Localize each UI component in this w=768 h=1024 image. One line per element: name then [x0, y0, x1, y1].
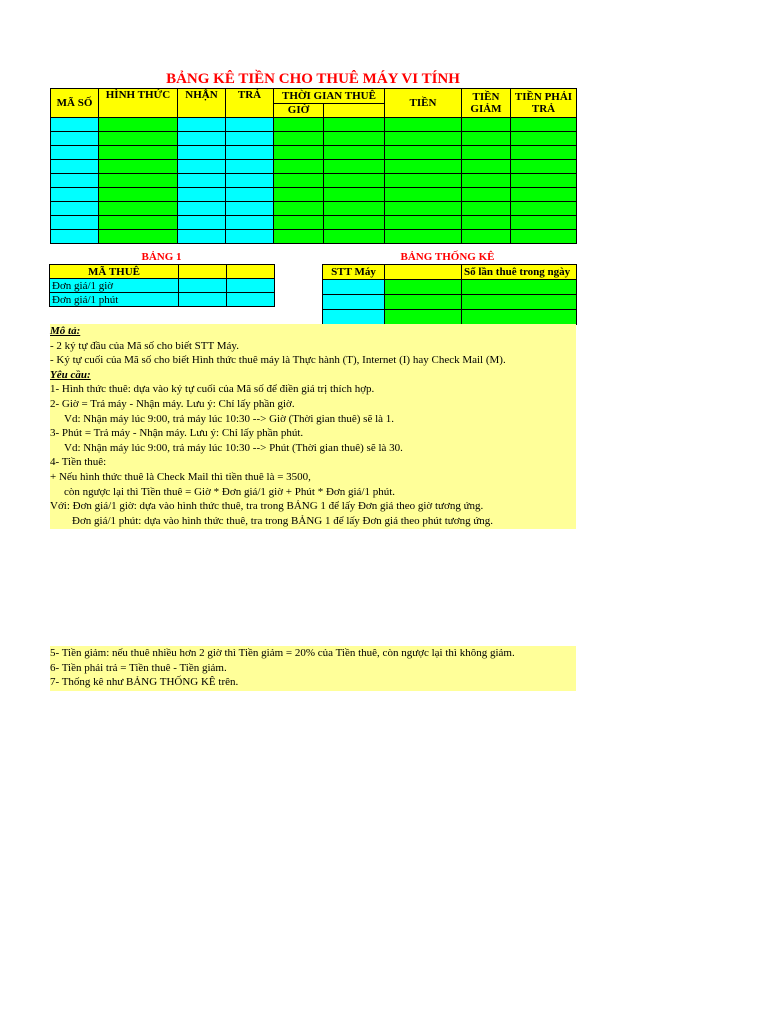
table-cell[interactable]	[462, 160, 511, 174]
sheet-title: BẢNG KÊ TIỀN CHO THUÊ MÁY VI TÍNH	[166, 71, 460, 87]
thongke-cell[interactable]	[323, 295, 385, 310]
table-cell[interactable]	[226, 216, 274, 230]
notes-line: - 2 ký tự đầu của Mã số cho biết STT Máy.	[50, 339, 239, 352]
table-cell[interactable]	[385, 174, 462, 188]
notes-heading: Mô tả:	[50, 325, 81, 337]
thongke-cell[interactable]	[385, 280, 462, 295]
thongke-cell[interactable]	[385, 310, 462, 325]
table-row	[51, 188, 577, 202]
table-cell[interactable]	[274, 230, 324, 244]
table-cell[interactable]	[178, 174, 226, 188]
header-hinh-thuc: HÌNH THỨC	[99, 89, 178, 118]
table-cell[interactable]	[462, 146, 511, 160]
bang1-cell[interactable]	[227, 293, 275, 307]
table-cell[interactable]	[511, 216, 577, 230]
thongke-row	[323, 280, 577, 295]
table-cell[interactable]	[99, 118, 178, 132]
header-tien-giam: TIỀN GIẢM	[462, 89, 511, 118]
table-cell[interactable]	[324, 132, 385, 146]
thongke-row	[323, 310, 577, 325]
table-cell[interactable]	[462, 188, 511, 202]
table-cell[interactable]	[99, 216, 178, 230]
thongke-cell[interactable]	[323, 310, 385, 325]
table-cell[interactable]	[226, 132, 274, 146]
table-cell[interactable]	[511, 132, 577, 146]
table-cell[interactable]	[324, 174, 385, 188]
table-cell[interactable]	[324, 188, 385, 202]
table-cell[interactable]	[385, 132, 462, 146]
table-cell[interactable]	[99, 174, 178, 188]
table-cell[interactable]	[51, 216, 99, 230]
notes-heading: Yêu cầu:	[50, 368, 91, 381]
table-cell[interactable]	[462, 230, 511, 244]
notes-line: Vd: Nhận máy lúc 9:00, trả máy lúc 10:30 --> Giờ (Thời gian thuê) sẽ là 1.	[64, 412, 395, 425]
notes-line: 3- Phút = Trả máy - Nhận máy. Lưu ý: Chỉ lấy phần phút.	[50, 427, 304, 440]
header-tien-phai-tra: TIỀN PHẢI TRẢ	[511, 89, 577, 118]
table-cell[interactable]	[324, 118, 385, 132]
table-cell[interactable]	[462, 118, 511, 132]
table-cell[interactable]	[462, 202, 511, 216]
table-cell[interactable]	[511, 146, 577, 160]
table-row	[51, 216, 577, 230]
table-cell[interactable]	[51, 146, 99, 160]
table-cell[interactable]	[226, 160, 274, 174]
table-row	[51, 118, 577, 132]
table-cell[interactable]	[324, 230, 385, 244]
table-cell[interactable]	[274, 118, 324, 132]
bang1-cell[interactable]	[179, 293, 227, 307]
table-cell[interactable]	[511, 160, 577, 174]
bang-thong-ke-caption: BẢNG THỐNG KÊ	[400, 251, 495, 263]
table-cell[interactable]	[462, 216, 511, 230]
header-tien: TIỀN	[385, 89, 462, 118]
table-cell[interactable]	[178, 230, 226, 244]
table-cell[interactable]	[385, 160, 462, 174]
notes-line: Đơn giá/1 phút: dựa vào hình thức thuê, tra trong BẢNG 1 để lấy Đơn giá theo phút tương ứng.	[72, 514, 494, 527]
table-cell[interactable]	[99, 230, 178, 244]
thongke-header-so-lan: Số lần thuê trong ngày	[462, 265, 577, 280]
table-cell[interactable]	[324, 146, 385, 160]
table-cell[interactable]	[99, 202, 178, 216]
table-cell[interactable]	[99, 160, 178, 174]
table-row	[51, 202, 577, 216]
notes-panel-continued	[50, 646, 576, 691]
table-cell[interactable]	[274, 216, 324, 230]
notes-line: 4- Tiền thuê:	[50, 456, 107, 469]
table-cell[interactable]	[511, 118, 577, 132]
table-cell[interactable]	[51, 188, 99, 202]
table-cell[interactable]	[99, 146, 178, 160]
table-cell[interactable]	[226, 118, 274, 132]
thongke-cell[interactable]	[462, 280, 577, 295]
bang1-cell[interactable]	[227, 279, 275, 293]
table-cell[interactable]	[51, 230, 99, 244]
table-cell[interactable]	[462, 132, 511, 146]
notes-line: Vd: Nhận máy lúc 9:00, trả máy lúc 10:30 --> Phút (Thời gian thuê) sẽ là 30.	[64, 441, 403, 454]
header-nhan: NHẬN	[178, 89, 226, 118]
table-cell[interactable]	[462, 174, 511, 188]
thongke-header-cell[interactable]	[385, 265, 462, 280]
table-cell[interactable]	[511, 230, 577, 244]
header-thoi-gian-thue: THỜI GIAN THUÊ	[274, 89, 385, 104]
table-cell[interactable]	[324, 160, 385, 174]
table-cell[interactable]	[51, 132, 99, 146]
notes-line: Với: Đơn giá/1 giờ: dựa vào hình thức thuê, tra trong BẢNG 1 để lấy Đơn giá theo giờ tương ứng.	[50, 500, 484, 513]
notes-panel	[50, 324, 576, 529]
table-cell[interactable]	[511, 202, 577, 216]
table-cell[interactable]	[274, 202, 324, 216]
bang1-header-cell[interactable]	[179, 265, 227, 279]
bang-thong-ke-table	[322, 264, 577, 325]
table-cell[interactable]	[178, 202, 226, 216]
header-ma-so: MÃ SỐ	[51, 89, 99, 118]
table-cell[interactable]	[385, 188, 462, 202]
table-row	[51, 160, 577, 174]
bang1-row-label: Đơn giá/1 giờ	[50, 279, 179, 293]
notes-line: 6- Tiền phải trả = Tiền thuê - Tiền giảm.	[50, 661, 227, 674]
table-cell[interactable]	[226, 188, 274, 202]
table-cell[interactable]	[511, 174, 577, 188]
notes-line: + Nếu hình thức thuê là Check Mail thì tiền thuê là = 3500,	[50, 470, 311, 483]
thongke-cell[interactable]	[462, 295, 577, 310]
table-cell[interactable]	[226, 202, 274, 216]
table-cell[interactable]	[99, 188, 178, 202]
bang1-row-label: Đơn giá/1 phút	[50, 293, 179, 307]
notes-line: còn ngược lại thì Tiền thuê = Giờ * Đơn giá/1 giờ + Phút * Đơn giá/1 phút.	[64, 485, 395, 498]
table-row	[51, 146, 577, 160]
notes-line: - Ký tự cuối của Mã số cho biết Hình thức thuê máy là Thực hành (T), Internet (I) hay Check Mail (M).	[50, 354, 506, 367]
table-cell[interactable]	[178, 146, 226, 160]
table-cell[interactable]	[226, 174, 274, 188]
table-row	[51, 174, 577, 188]
notes-line: 1- Hình thức thuê: dựa vào ký tự cuối của Mã số để điền giá trị thích hợp.	[50, 383, 375, 396]
table-cell[interactable]	[226, 146, 274, 160]
table-cell[interactable]	[385, 202, 462, 216]
bang1-caption: BẢNG 1	[141, 251, 182, 263]
table-cell[interactable]	[324, 216, 385, 230]
thongke-cell[interactable]	[385, 295, 462, 310]
header-gio: GIỜ	[274, 103, 324, 118]
table-cell[interactable]	[178, 132, 226, 146]
bang1-header-ma-thue: MÃ THUÊ	[50, 265, 179, 279]
thongke-row	[323, 295, 577, 310]
table-cell[interactable]	[178, 216, 226, 230]
table-cell[interactable]	[178, 188, 226, 202]
bang1-cell[interactable]	[179, 279, 227, 293]
table-cell[interactable]	[99, 132, 178, 146]
bang1-table	[49, 264, 275, 307]
table-row	[51, 132, 577, 146]
table-cell[interactable]	[385, 216, 462, 230]
table-cell[interactable]	[385, 118, 462, 132]
table-cell[interactable]	[51, 118, 99, 132]
table-cell[interactable]	[324, 202, 385, 216]
notes-line: 7- Thống kê như BẢNG THỐNG KÊ trên.	[50, 676, 239, 689]
table-row	[51, 230, 577, 244]
table-cell[interactable]	[274, 174, 324, 188]
header-phut	[324, 103, 385, 118]
thongke-header-stt-may: STT Máy	[323, 265, 385, 280]
table-cell[interactable]	[178, 160, 226, 174]
table-cell[interactable]	[178, 118, 226, 132]
table-cell[interactable]	[274, 132, 324, 146]
table-cell[interactable]	[385, 146, 462, 160]
thongke-cell[interactable]	[462, 310, 577, 325]
notes-line: 5- Tiền giảm: nếu thuê nhiều hơn 2 giờ thì Tiền giảm = 20% của Tiền thuê, còn ngược lại thì không giảm.	[50, 647, 515, 659]
table-cell[interactable]	[274, 188, 324, 202]
header-tra: TRẢ	[226, 89, 274, 118]
table-cell[interactable]	[51, 174, 99, 188]
thongke-cell[interactable]	[323, 280, 385, 295]
table-cell[interactable]	[274, 160, 324, 174]
notes-line: 2- Giờ = Trả máy - Nhận máy. Lưu ý: Chỉ lấy phần giờ.	[50, 397, 295, 410]
table-cell[interactable]	[385, 230, 462, 244]
table-cell[interactable]	[511, 188, 577, 202]
table-cell[interactable]	[226, 230, 274, 244]
table-cell[interactable]	[51, 160, 99, 174]
bang1-header-cell[interactable]	[227, 265, 275, 279]
table-cell[interactable]	[51, 202, 99, 216]
rental-table	[50, 88, 577, 244]
table-cell[interactable]	[274, 146, 324, 160]
